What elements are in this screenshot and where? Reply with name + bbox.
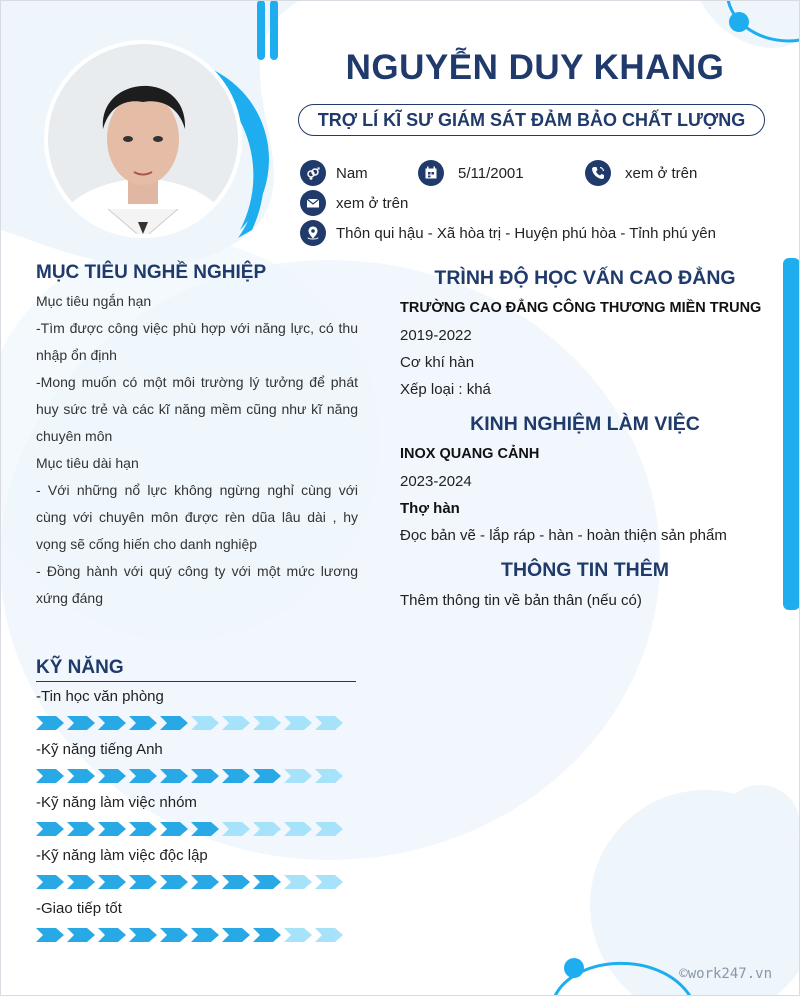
skill-arrow-empty: [253, 716, 281, 730]
skill-arrow-filled: [98, 822, 126, 836]
objective-line: Mục tiêu dài hạn: [36, 455, 139, 471]
phone-value: xem ở trên: [625, 164, 698, 182]
skill-arrow-filled: [67, 716, 95, 730]
skill-arrow-empty: [222, 822, 250, 836]
skill-arrow-empty: [284, 875, 312, 889]
watermark: ©work247.vn: [679, 966, 772, 982]
skill-arrow-filled: [36, 928, 64, 942]
objective-line: -Mong muốn có một môi trường lý tưởng để phát huy sức trẻ và các kĩ năng mềm cũng như kĩ năng chuyên môn: [36, 374, 358, 444]
skill-rating: [36, 769, 343, 783]
email-row: [300, 190, 408, 216]
skill-arrow-filled: [160, 928, 188, 942]
skill-arrow-filled: [253, 875, 281, 889]
skill-arrow-filled: [222, 928, 250, 942]
skill-arrow-filled: [191, 822, 219, 836]
skill-arrow-empty: [315, 928, 343, 942]
skill-arrow-filled: [222, 769, 250, 783]
skill-rating: [36, 716, 343, 730]
extra-info-text: Thêm thông tin về bản thân (nếu có): [400, 592, 642, 609]
education-title: TRÌNH ĐỘ HỌC VẤN CAO ĐẲNG: [434, 267, 736, 289]
skill-rating: [36, 875, 343, 889]
address-value: Thôn qui hậu - Xã hòa trị - Huyện phú hòa - Tỉnh phú yên: [336, 224, 716, 242]
objective-line: - Đồng hành với quý công ty với một mức lương xứng đáng: [36, 563, 358, 606]
candidate-name: NGUYỄN DUY KHANG: [345, 48, 725, 87]
skill-arrow-filled: [36, 769, 64, 783]
skill-arrow-filled: [129, 716, 157, 730]
skill-arrow-empty: [191, 716, 219, 730]
extra-info-title: THÔNG TIN THÊM: [501, 559, 669, 581]
skill-arrow-filled: [222, 875, 250, 889]
phone-row: [585, 160, 697, 186]
skill-arrow-filled: [67, 769, 95, 783]
email-value: xem ở trên: [336, 194, 409, 212]
skill-arrow-filled: [67, 875, 95, 889]
skill-arrow-filled: [129, 928, 157, 942]
experience-title: KINH NGHIỆM LÀM VIỆC: [470, 413, 700, 435]
profile-photo: [48, 44, 238, 234]
skill-arrow-filled: [98, 716, 126, 730]
objective-line: - Với những nổ lực không ngừng nghỉ cùng với cùng với chuyên môn được rèn dũa lâu dài , hy vọng sẽ cống hiến cho danh nghiệp: [36, 482, 358, 552]
skill-label: -Tin học văn phòng: [36, 688, 164, 705]
skill-arrow-filled: [36, 822, 64, 836]
skill-arrow-filled: [160, 875, 188, 889]
location-icon: [300, 220, 326, 246]
skill-arrow-empty: [284, 769, 312, 783]
education-grade: Xếp loại : khá: [400, 381, 491, 398]
email-icon: [300, 190, 326, 216]
phone-icon: [585, 160, 611, 186]
education-period: 2019-2022: [400, 327, 472, 344]
skill-arrow-filled: [191, 875, 219, 889]
gender-row: [300, 160, 368, 186]
skill-rating: [36, 822, 343, 836]
skill-arrow-filled: [191, 769, 219, 783]
experience-period: 2023-2024: [400, 473, 472, 490]
birthday-value: 5/11/2001: [458, 164, 524, 182]
education-major: Cơ khí hàn: [400, 354, 475, 371]
skill-arrow-filled: [98, 875, 126, 889]
skill-arrow-empty: [284, 716, 312, 730]
skill-arrow-filled: [191, 928, 219, 942]
objective-title: MỤC TIÊU NGHỀ NGHIỆP: [36, 262, 267, 283]
skill-arrow-filled: [98, 928, 126, 942]
experience-description: Đọc bản vẽ - lắp ráp - hàn - hoàn thiện sản phẩm: [400, 527, 727, 544]
portrait-image: [48, 44, 238, 234]
skill-rating: [36, 928, 343, 942]
skill-label: -Giao tiếp tốt: [36, 900, 122, 917]
skill-arrow-filled: [253, 769, 281, 783]
gender-value: Nam: [336, 164, 368, 182]
skill-arrow-empty: [315, 822, 343, 836]
skill-arrow-empty: [284, 928, 312, 942]
job-position: TRỢ LÍ KĨ SƯ GIÁM SÁT ĐẢM BẢO CHẤT LƯỢNG: [298, 104, 765, 136]
skill-label: -Kỹ năng làm việc nhóm: [36, 794, 197, 811]
skill-arrow-filled: [253, 928, 281, 942]
skills-title: KỸ NĂNG: [36, 657, 356, 682]
experience-role: Thợ hàn: [400, 500, 460, 517]
objective-line: Mục tiêu ngắn hạn: [36, 293, 152, 309]
skill-arrow-empty: [253, 822, 281, 836]
skill-arrow-filled: [129, 822, 157, 836]
skill-arrow-filled: [160, 716, 188, 730]
company-name: INOX QUANG CẢNH: [400, 446, 540, 462]
skill-arrow-empty: [315, 716, 343, 730]
calendar-icon: [418, 160, 444, 186]
skill-arrow-empty: [315, 875, 343, 889]
objective-body: [36, 288, 358, 612]
birthday-row: [418, 160, 524, 186]
skill-arrow-filled: [129, 769, 157, 783]
skill-arrow-filled: [98, 769, 126, 783]
skill-label: -Kỹ năng làm việc độc lập: [36, 847, 208, 864]
skill-arrow-empty: [284, 822, 312, 836]
address-row: [300, 220, 716, 246]
skill-arrow-empty: [222, 716, 250, 730]
skill-arrow-filled: [36, 875, 64, 889]
skill-arrow-empty: [315, 769, 343, 783]
objective-line: -Tìm được công việc phù hợp với năng lực, có thu nhập ổn định: [36, 320, 358, 363]
skill-arrow-filled: [160, 822, 188, 836]
skill-arrow-filled: [160, 769, 188, 783]
gender-icon: [300, 160, 326, 186]
skill-arrow-filled: [129, 875, 157, 889]
skill-arrow-filled: [67, 822, 95, 836]
skill-arrow-filled: [36, 716, 64, 730]
skill-arrow-filled: [67, 928, 95, 942]
school-name: TRƯỜNG CAO ĐẲNG CÔNG THƯƠNG MIỀN TRUNG: [400, 300, 762, 316]
skill-label: -Kỹ năng tiếng Anh: [36, 741, 163, 758]
